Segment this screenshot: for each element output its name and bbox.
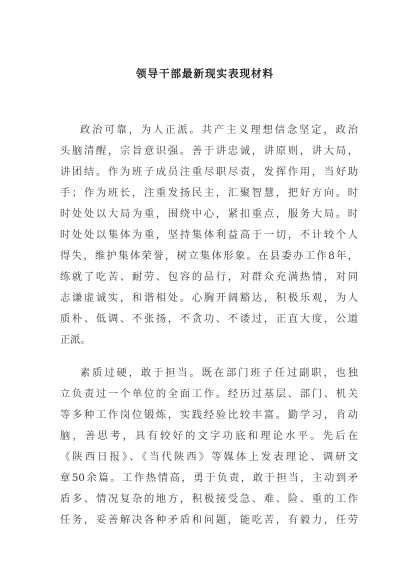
text-line: 盾多、情况复杂的地方，积极接受急、难、险、重的工作 xyxy=(60,494,358,505)
text-line: 志谦虚诚实，和谐相处。心胸开阔豁达，积极乐观，为人 xyxy=(60,293,358,304)
text-line: 政治可靠，为人正派。共产主义理想信念坚定，政治 xyxy=(80,125,358,136)
text-line: 头脑清醒，宗旨意识强。善于讲忠诚，讲原则，讲大局， xyxy=(60,146,358,157)
text-line: 素质过硬，敢于担当。既在部门班子任过副职，也独 xyxy=(80,368,358,379)
text-line: 手；作为班长，注重发扬民主，汇聚智慧，把好方向。时 xyxy=(60,188,358,199)
text-line: 等多种工作岗位锻炼，实践经验比较丰富。勤学习，肯动 xyxy=(60,410,358,421)
text-line: 得失，维护集体荣誉，树立集体形象。在县委办工作8年， xyxy=(60,251,358,262)
text-line: 章50余篇。工作热情高，勇于负责，敢于担当，主动到矛 xyxy=(60,473,358,484)
text-line: 立负责过一个单位的全面工作。经历过基层、部门、机关 xyxy=(60,389,358,400)
text-line: 脑，善思考，具有较好的文字功底和理论水平。先后在 xyxy=(60,431,358,442)
text-line: 练就了吃苦、耐劳、包容的品行，对群众充满热情，对同 xyxy=(60,272,358,283)
text-line: 《陕西日报》、《当代陕西》等媒体上发表理论、调研文 xyxy=(60,452,358,463)
text-line: 时处处以大局为重，围绕中心，紧扣重点，服务大局。时 xyxy=(60,209,358,220)
text-line: 讲团结。作为班子成员注重尽职尽责，发挥作用，当好助 xyxy=(60,167,358,178)
paragraph-spacer xyxy=(60,351,358,363)
paragraph-1 xyxy=(60,120,358,351)
text-line: 时处处以集体为重，坚持集体利益高于一切，不计较个人 xyxy=(60,230,358,241)
text-line: 任务，妥善解决各种矛盾和问题，能吃苦，有毅力，任劳 xyxy=(60,515,358,526)
text-line: 正派。 xyxy=(60,335,91,346)
document-body xyxy=(60,120,358,531)
paragraph-2 xyxy=(60,363,358,531)
text-line: 质朴、低调、不张扬，不贪功、不诿过，正直大度，公道 xyxy=(60,314,358,325)
document-title: 领导干部最新现实表现材料 xyxy=(136,68,274,80)
